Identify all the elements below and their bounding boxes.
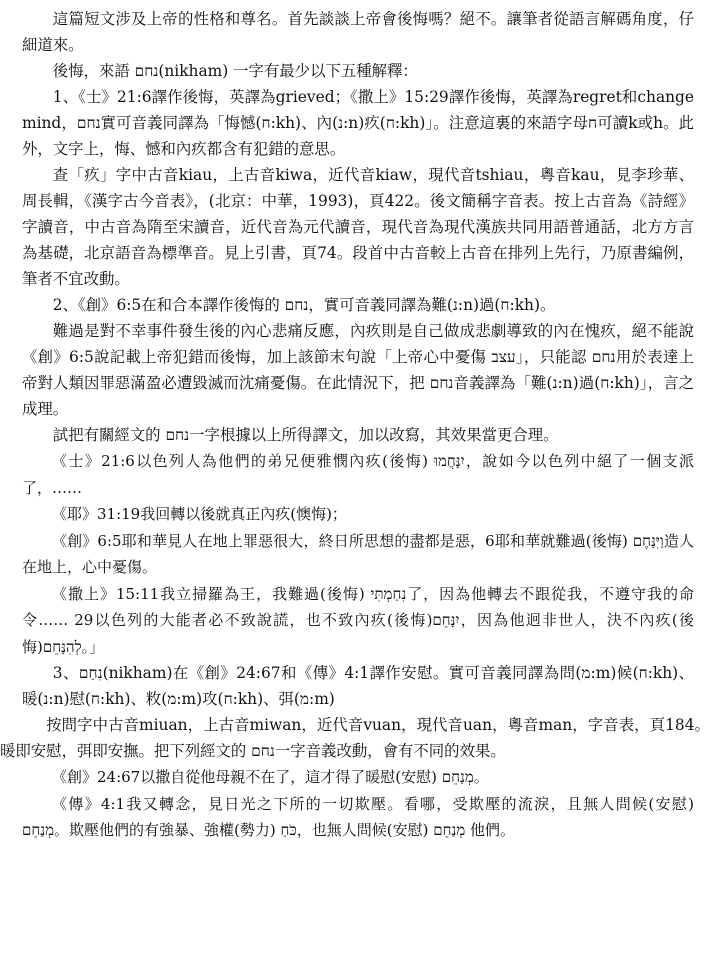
paragraph-comfort-note: 按問字中古音miuan，上古音miwan，近代音vuan，現代音uan，粵音man，字音表，頁184。暖即安慰，弭即安撫。把下列經文的 נחם一字音義改動，會有不同的效果。 xyxy=(0,716,710,760)
bible-verse-genesis-24: 《創》24:67以撒自從他母親不在了，這才得了暖慰(安慰) מְנַחֵם。 xyxy=(52,768,489,786)
paragraph-rewrite-intro: 試把有關經文的 נחם一字根據以上所得譯文，加以改寫，其效果當更合理。 xyxy=(52,426,559,444)
bible-verse-judges: 《士》21:6以色列人為他們的弟兄便雅憫內疚(後悔) יִנָּחֲמוּ，說如今以色列中絕了一個支派了，…… xyxy=(22,452,694,497)
paragraph-intro: 這篇短文涉及上帝的性格和尊名。首先談談上帝會後悔嗎？絕不。讓筆者從語言解碼角度，仔細道來。 xyxy=(22,10,694,54)
bible-verse-samuel: 《撒上》15:11我立掃羅為王，我難過(後悔) נִחַמְתִּי了，因為他轉去不跟從我，不遵守我的命令…… 29以色列的大能者必不致說謊，也不致內疚(後悔)יִנָּחֵם，因為他迥非世人，決不內疚(後悔)לְהִנָּחֵם。」 xyxy=(22,584,694,656)
paragraph-definition-heading: 後悔，來語 נחם(nikham) 一字有最少以下五種解釋： xyxy=(52,62,418,80)
bible-verse-jeremiah: 《耶》31:19我回轉以後就真正內疚(懊悔)； xyxy=(52,505,347,523)
paragraph-meaning-2: 2、《創》6:5在和合本譯作後悔的 נחם，實可音義同譯為難(נ:n)過(ח:kh)。 xyxy=(52,296,556,314)
bible-verse-genesis-6: 《創》6:5耶和華見人在地上罪惡很大，終日所思想的盡都是惡，6耶和華就難過(後悔) וַיִּנָּחֶם造人在地上，心中憂傷。 xyxy=(22,531,694,576)
paragraph-sorrow-explanation: 難過是對不幸事件發生後的內心悲痛反應，內疚則是自己做成悲劇導致的內在愧疚，絕不能說《創》6:5說記載上帝犯錯而後悔，加上該節末句說「上帝心中憂傷 עצב」，只能認 נחם用於表達上帝對人類因罪惡滿盈必遭毀滅而沈痛憂傷。在此情況下，把 נחם音義譯為「難(נ:n)過(ח:kh)」，言之成理。 xyxy=(22,322,694,418)
bible-verse-ecclesiastes: 《傳》4:1我又轉念，見日光之下所的一切欺壓。看哪，受欺壓的流淚，且無人問候(安慰) מְנַחֵם。欺壓他們的有強暴、強權(勢力) כֹּחַ，也無人問候(安慰) מְנַחֵם 他們。 xyxy=(22,794,694,839)
paragraph-meaning-3: 3、נִחַם(nikham)在《創》24:67和《傳》4:1譯作安慰。實可音義同譯為問(מ:m)候(ח:kh)、暖(נ:n)慰(ח:kh)、敉(מ:m)攻(ח:kh)、弭(מ:m) xyxy=(22,664,694,708)
paragraph-pronunciation-note: 查「疚」字中古音kiau，上古音kiwa，近代音kiaw，現代音tshiau，粵音kau，見李珍華、周長輯，《漢字古今音表》，(北京：中華，1993)，頁422。後文簡稱字音表。按上古音為《詩經》字讀音，中古音為隋至宋讀音，近代音為元代讀音，現代音為現代漢族共同用語普通話，北方方言為基礎，北京語音為標準音。見上引書，頁74。段首中古音較上古音在排列上先行，乃原書編例，筆者不宜改動。 xyxy=(22,166,694,288)
article-body xyxy=(0,6,710,844)
paragraph-meaning-1: 1、《士》21:6譯作後悔，英譯為grieved；《撒上》15:29譯作後悔，英譯為regret和change mind，נחם實可音義同譯為「悔憾(ח:kh)、內(נ:n)疚(ח:kh)」。注意這裏的來語字母ח可讀k或h。此外，文字上，悔、憾和內疚都含有犯錯的意思。 xyxy=(22,88,694,158)
